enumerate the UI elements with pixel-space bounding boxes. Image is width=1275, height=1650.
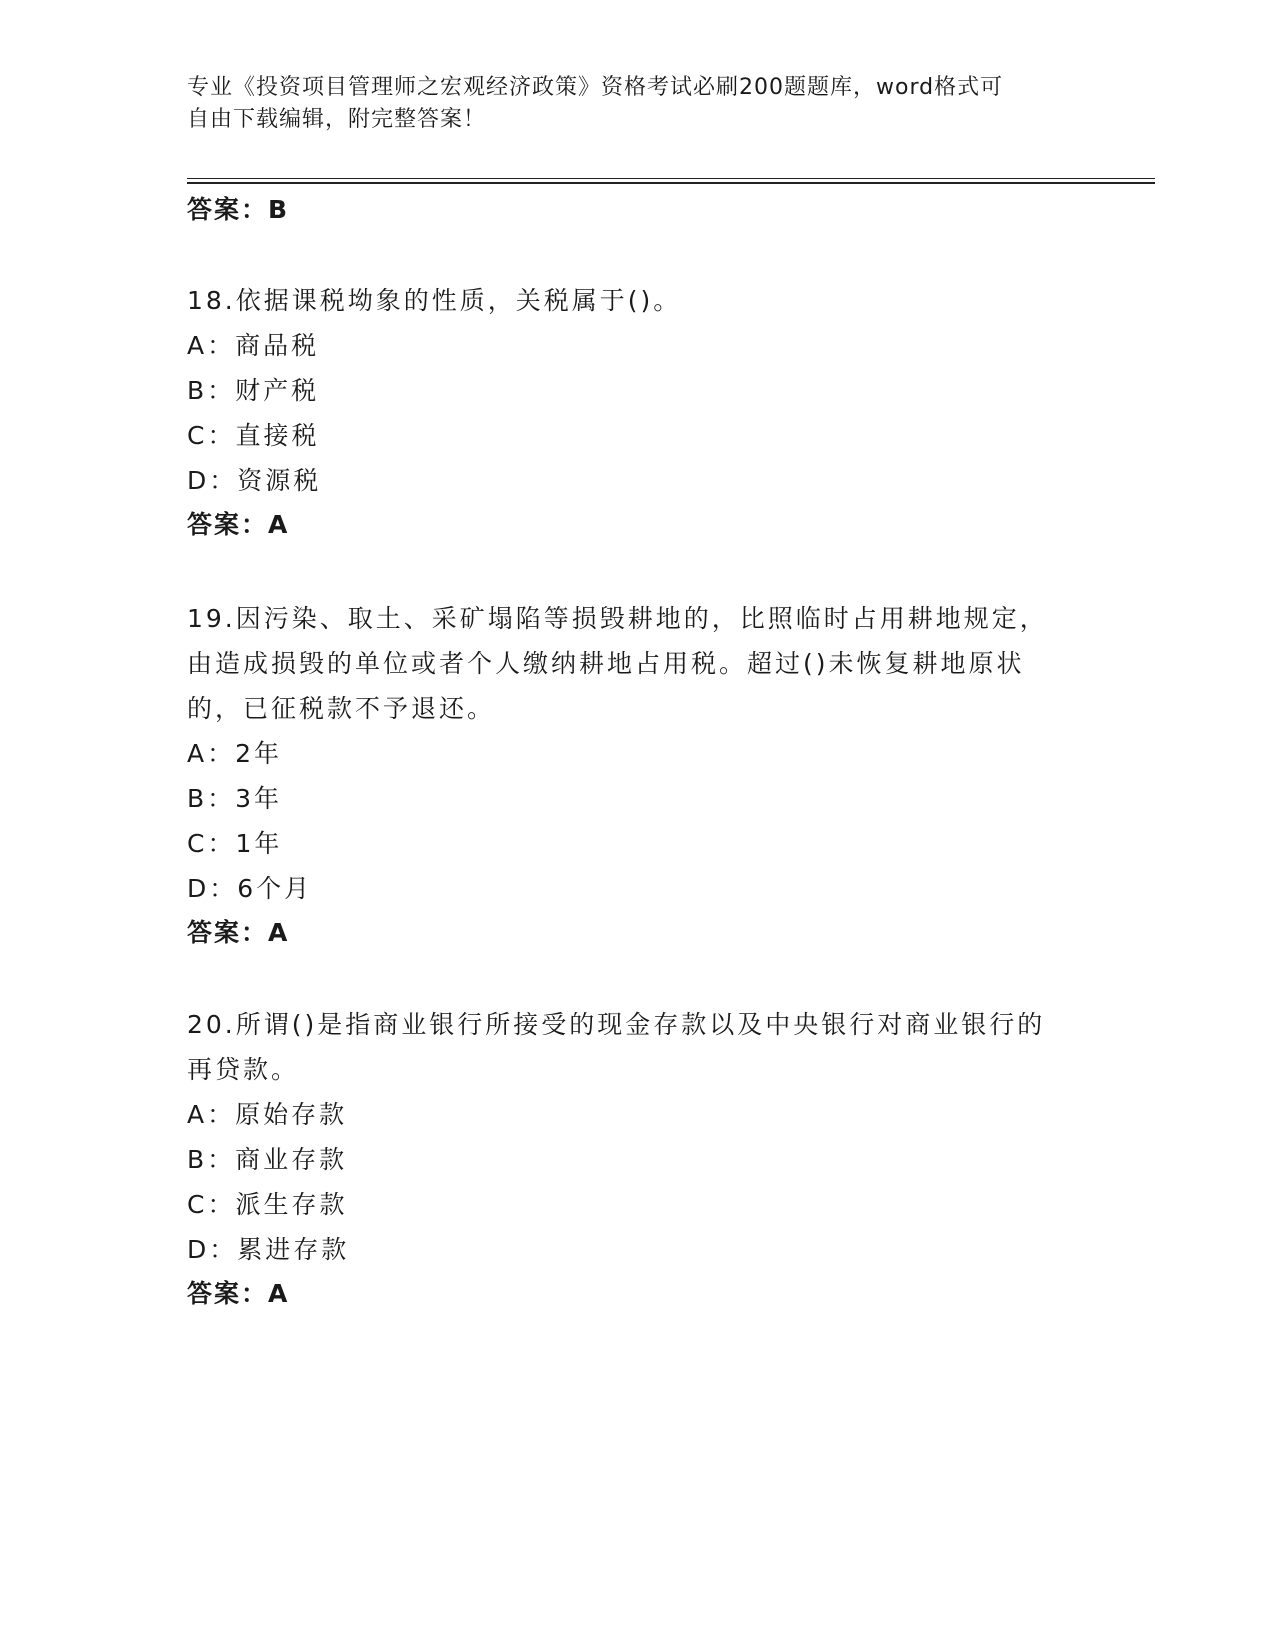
answer-label: 答案：A xyxy=(187,1279,290,1308)
option-d: D：累进存款 xyxy=(187,1235,350,1264)
header-divider-bottom xyxy=(187,182,1155,184)
question-20 xyxy=(187,1002,1087,1312)
question-stem-line: 20.所谓()是指商业银行所接受的现金存款以及中央银行对商业银行的 xyxy=(187,1010,1046,1039)
header-line-2: 自由下载编辑，附完整答案！ xyxy=(187,107,487,132)
question-stem-line: 由造成损毁的单位或者个人缴纳耕地占用税。超过()未恢复耕地原状 xyxy=(187,649,1025,678)
answer-label: 答案：B xyxy=(187,195,290,224)
option-a: A：商品税 xyxy=(187,331,320,360)
header-divider-top xyxy=(187,178,1155,179)
option-c: C：直接税 xyxy=(187,421,320,450)
question-stem-line: 18.依据课税坳象的性质，关税属于()。 xyxy=(187,286,682,315)
question-stem-line: 的，已征税款不予退还。 xyxy=(187,694,496,723)
option-b: B：商业存款 xyxy=(187,1145,348,1174)
option-b: B：财产税 xyxy=(187,376,320,405)
option-c: C：1年 xyxy=(187,829,283,858)
option-c: C：派生存款 xyxy=(187,1190,348,1219)
document-header xyxy=(187,72,1087,136)
question-18 xyxy=(187,278,1087,543)
answer-label: 答案：A xyxy=(187,918,290,947)
option-b: B：3年 xyxy=(187,784,283,813)
option-a: A：原始存款 xyxy=(187,1100,348,1129)
question-19 xyxy=(187,596,1087,951)
answer-label: 答案：A xyxy=(187,510,290,539)
option-a: A：2年 xyxy=(187,739,283,768)
option-d: D：资源税 xyxy=(187,466,322,495)
question-stem-line: 再贷款。 xyxy=(187,1055,300,1084)
option-d: D：6个月 xyxy=(187,874,313,903)
header-line-1: 专业《投资项目管理师之宏观经济政策》资格考试必刷200题题库，word格式可 xyxy=(187,75,1004,100)
question-stem-line: 19.因污染、取土、采矿塌陷等损毁耕地的，比照临时占用耕地规定， xyxy=(187,604,1048,633)
